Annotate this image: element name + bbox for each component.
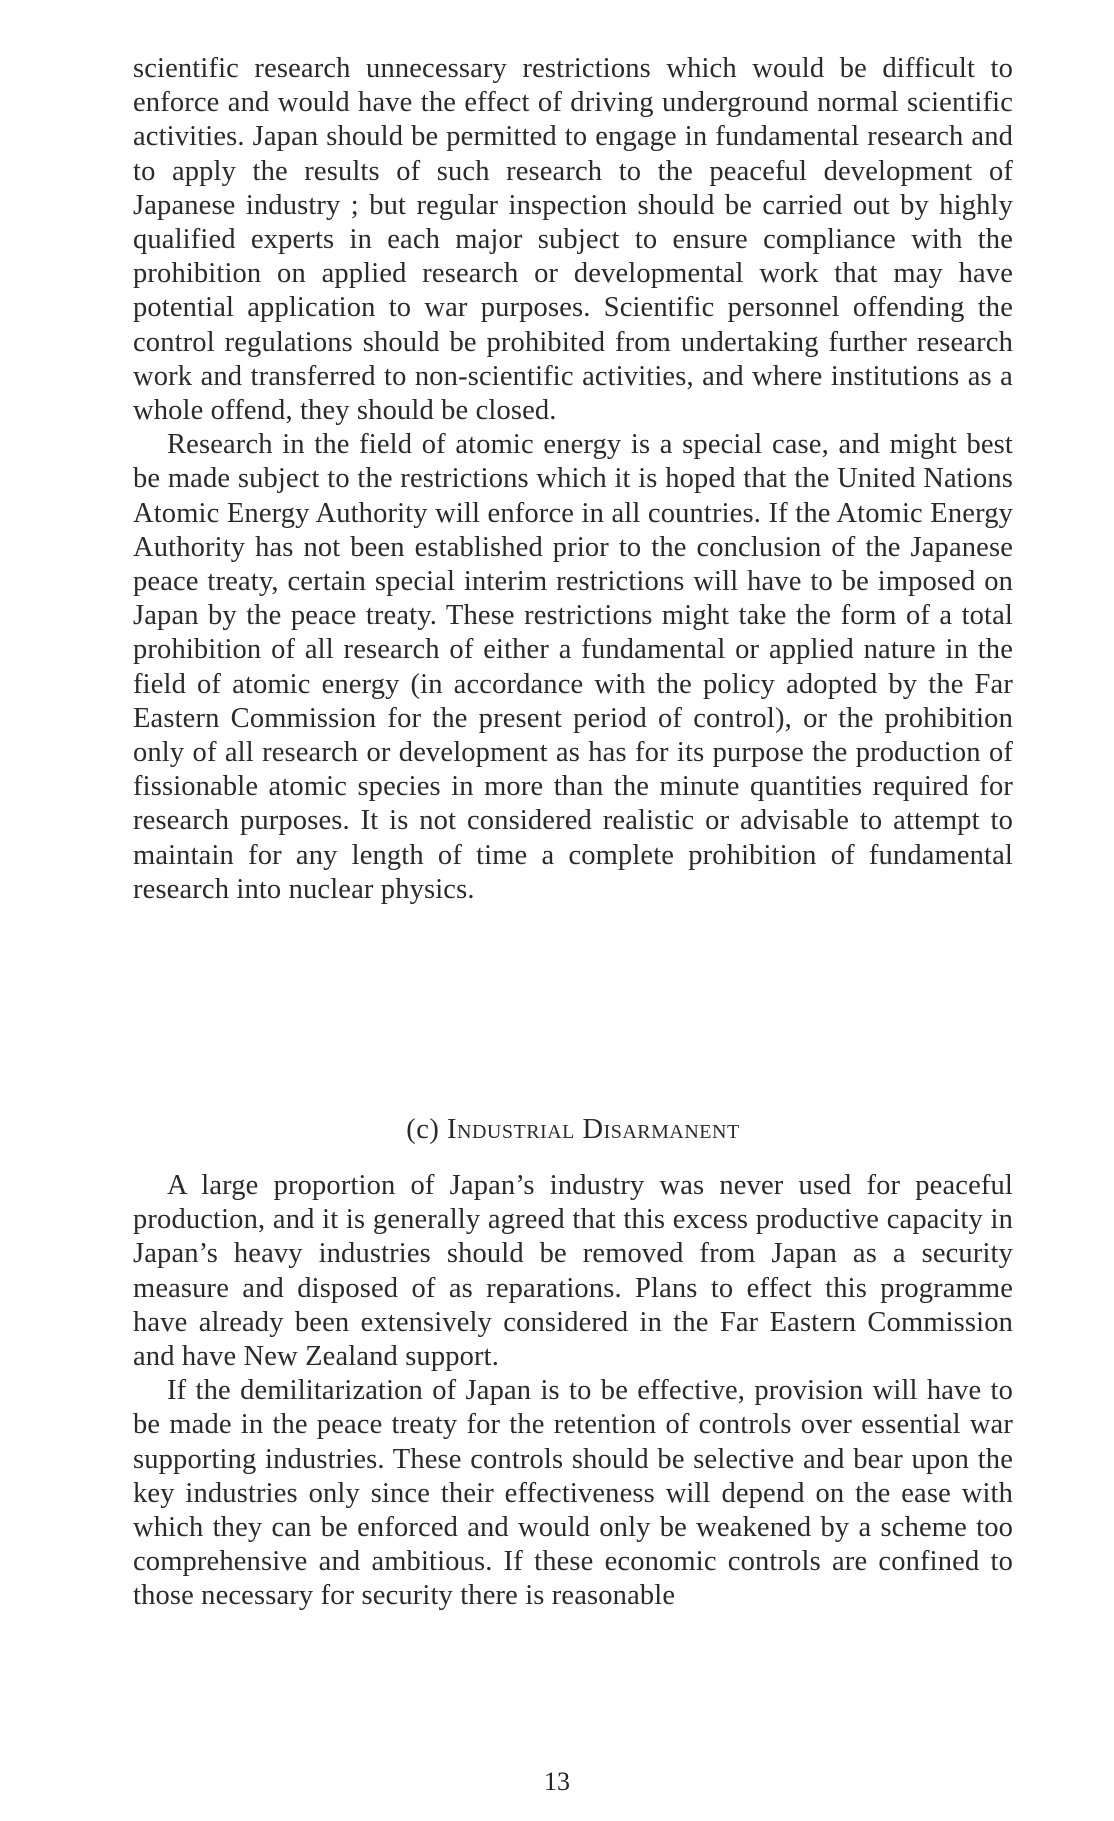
section-title: Industrial Disarmanent — [447, 1114, 740, 1145]
page-number: 13 — [544, 1767, 570, 1796]
section-heading — [133, 1113, 1013, 1147]
text-block-lower — [133, 1169, 1013, 1614]
text-block-upper — [133, 52, 1013, 907]
paragraph-industrial-capacity: A large proportion of Japan’s industry was never used for peaceful production, and it is generally agreed that this excess productive capacity in Japan’s heavy industries should be removed from Japan as a security measure and disposed of as reparations. Plans to effect this programme have already been extensively considered in the Far Eastern Commission and have New Zealand support. — [133, 1170, 1013, 1373]
paragraph-demilitarization: If the demilitarization of Japan is to be effective, provision will have to be made in the peace treaty for the retention of controls over essential war supporting industries. These controls should be selective and bear upon the key industries only since their effectiveness will depend on the ease with which they can be enforced and would only be weakened by a scheme too comprehensive and ambitious. If these economic controls are confined to those necessary for security there is reasonable — [133, 1375, 1013, 1612]
section-marker: (c) — [406, 1114, 440, 1145]
paragraph-atomic-energy: Research in the field of atomic energy is a special case, and might best be made subject to the restrictions which it is hoped that the United Nations Atomic Energy Authority will enforce in all countries. If the Atomic Energy Authority has not been established prior to the conclusion of the Japanese peace treaty, certain special interim restrictions will have to be imposed on Japan by the peace treaty. These restrictions might take the form of a total prohibition of all research of either a fundamental or applied nature in the field of atomic energy (in accordance with the policy adopted by the Far Eastern Commission for the present period of control), or the prohibition only of all research or development as has for its purpose the production of fissionable atomic species in more than the minute quantities required for research purposes. It is not considered realistic or advisable to attempt to maintain for any length of time a complete prohibition of fundamental research into nuclear physics. — [133, 429, 1013, 905]
paragraph-scientific-research: scientific research unnecessary restrictions which would be difficult to enforce and would have the effect of driving underground normal scientific activities. Japan should be permitted to engage in fundamental research and to apply the results of such research to the peaceful development of Japanese industry ; but regular inspection should be carried out by highly qualified experts in each major subject to ensure compliance with the prohibition on applied research or developmental work that may have potential application to war purposes. Scientific personnel offending the control regulations should be prohibited from undertaking further research work and transferred to non-scientific activities, and where institutions as a whole offend, they should be closed. — [133, 53, 1013, 427]
